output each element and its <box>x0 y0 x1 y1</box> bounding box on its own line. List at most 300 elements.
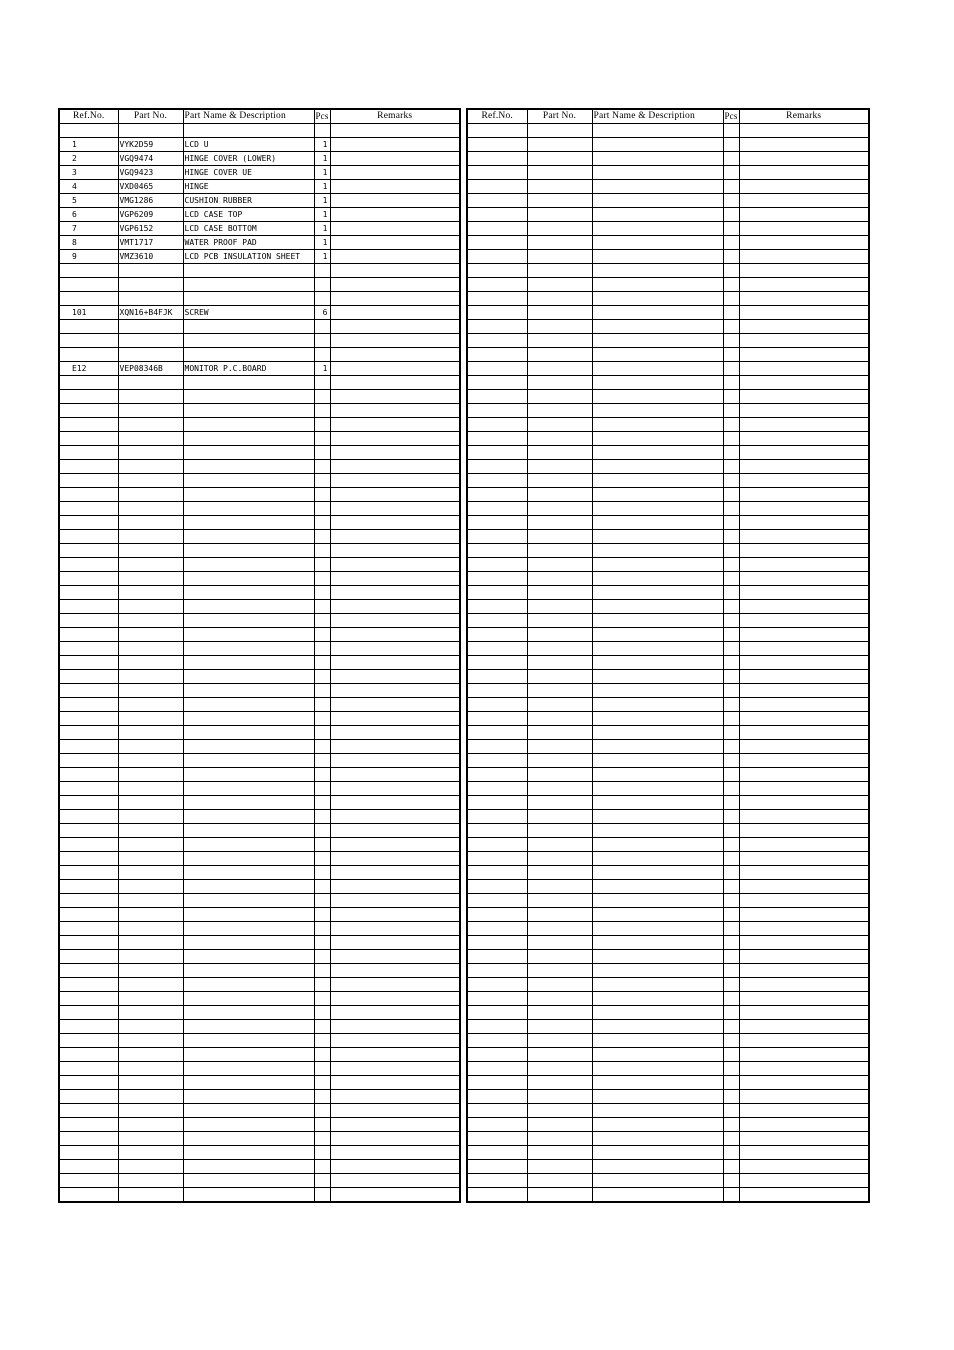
part-no-cell <box>118 516 183 530</box>
table-row <box>59 502 460 516</box>
part-no-cell <box>527 768 592 782</box>
part-no-cell <box>527 194 592 208</box>
part-no-cell <box>527 320 592 334</box>
remarks-cell <box>330 936 460 950</box>
ref-no-cell <box>467 796 527 810</box>
table-row <box>59 166 460 180</box>
ref-no-cell <box>467 586 527 600</box>
description-cell <box>592 768 723 782</box>
part-no-cell <box>118 782 183 796</box>
description-cell <box>183 404 314 418</box>
pcs-cell <box>723 866 739 880</box>
ref-no-cell <box>467 558 527 572</box>
part-no-cell <box>527 1146 592 1160</box>
description-cell <box>183 936 314 950</box>
part-no-cell <box>527 180 592 194</box>
table-row <box>59 236 460 250</box>
remarks-cell <box>739 404 869 418</box>
pcs-cell <box>314 908 330 922</box>
pcs-cell <box>723 138 739 152</box>
pcs-cell <box>314 684 330 698</box>
table-row <box>59 278 460 292</box>
pcs-cell <box>723 880 739 894</box>
remarks-cell <box>739 558 869 572</box>
part-no-cell <box>118 1090 183 1104</box>
ref-no-cell <box>59 908 118 922</box>
ref-no-cell <box>59 1062 118 1076</box>
description-cell <box>183 1048 314 1062</box>
table-row <box>467 432 869 446</box>
remarks-cell <box>330 264 460 278</box>
part-no-cell <box>118 460 183 474</box>
pcs-cell <box>723 894 739 908</box>
table-row <box>467 964 869 978</box>
pcs-cell <box>314 600 330 614</box>
pcs-cell <box>723 1076 739 1090</box>
ref-no-cell <box>59 712 118 726</box>
description-cell <box>592 964 723 978</box>
pcs-cell <box>723 1132 739 1146</box>
pcs-cell <box>723 614 739 628</box>
table-row <box>59 390 460 404</box>
table-row <box>59 1048 460 1062</box>
ref-no-cell <box>59 348 118 362</box>
table-row <box>59 726 460 740</box>
table-row <box>59 320 460 334</box>
remarks-cell <box>739 1174 869 1188</box>
pcs-cell <box>314 1020 330 1034</box>
description-cell <box>592 474 723 488</box>
table-row <box>59 1076 460 1090</box>
remarks-cell <box>739 992 869 1006</box>
pcs-cell <box>723 446 739 460</box>
ref-no-cell <box>59 320 118 334</box>
table-row <box>59 600 460 614</box>
pcs-cell <box>314 614 330 628</box>
ref-no-cell <box>59 866 118 880</box>
table-row <box>467 992 869 1006</box>
table-row <box>59 908 460 922</box>
pcs-cell <box>723 698 739 712</box>
remarks-cell <box>330 306 460 320</box>
pcs-cell <box>723 684 739 698</box>
ref-no-cell <box>59 586 118 600</box>
ref-no-cell <box>59 460 118 474</box>
ref-no-cell <box>467 460 527 474</box>
table-row <box>59 768 460 782</box>
part-no-cell <box>527 348 592 362</box>
ref-no-cell: 2 <box>59 152 118 166</box>
remarks-cell <box>330 1062 460 1076</box>
ref-no-cell <box>59 936 118 950</box>
remarks-cell <box>739 1048 869 1062</box>
description-cell <box>183 586 314 600</box>
description-cell <box>592 460 723 474</box>
table-row <box>59 222 460 236</box>
pcs-cell <box>723 642 739 656</box>
remarks-cell <box>330 1076 460 1090</box>
pcs-cell <box>314 460 330 474</box>
ref-no-cell <box>467 698 527 712</box>
ref-no-cell <box>59 698 118 712</box>
remarks-cell <box>739 236 869 250</box>
pcs-cell <box>723 992 739 1006</box>
pcs-cell <box>723 1062 739 1076</box>
part-no-cell <box>527 1020 592 1034</box>
pcs-cell <box>723 768 739 782</box>
pcs-cell <box>314 348 330 362</box>
description-cell: LCD CASE BOTTOM <box>183 222 314 236</box>
table-row <box>467 1062 869 1076</box>
remarks-cell <box>330 222 460 236</box>
description-cell <box>183 600 314 614</box>
table-row <box>467 572 869 586</box>
pcs-cell <box>314 264 330 278</box>
part-no-cell <box>527 334 592 348</box>
ref-no-cell <box>467 264 527 278</box>
remarks-cell <box>739 782 869 796</box>
part-no-cell <box>118 292 183 306</box>
table-row <box>467 418 869 432</box>
remarks-cell <box>330 1174 460 1188</box>
table-row <box>467 866 869 880</box>
part-no-cell: VEP08346B <box>118 362 183 376</box>
remarks-cell <box>330 922 460 936</box>
table-row <box>59 922 460 936</box>
pcs-cell <box>723 404 739 418</box>
description-cell <box>183 516 314 530</box>
remarks-cell <box>739 922 869 936</box>
remarks-cell <box>739 152 869 166</box>
part-no-cell: XQN16+B4FJK <box>118 306 183 320</box>
part-no-cell <box>118 488 183 502</box>
part-no-cell <box>527 1006 592 1020</box>
description-cell <box>183 1118 314 1132</box>
description-cell <box>183 908 314 922</box>
table-row <box>59 194 460 208</box>
table-row <box>59 1062 460 1076</box>
pcs-cell <box>314 1062 330 1076</box>
description-cell <box>183 278 314 292</box>
part-no-cell <box>118 1020 183 1034</box>
part-no-cell <box>527 1118 592 1132</box>
description-cell <box>592 600 723 614</box>
ref-no-cell <box>59 124 118 138</box>
remarks-cell <box>739 376 869 390</box>
table-row <box>59 432 460 446</box>
pcs-cell: 1 <box>314 138 330 152</box>
table-row <box>467 950 869 964</box>
part-no-cell <box>527 544 592 558</box>
ref-no-cell <box>59 432 118 446</box>
description-cell <box>183 824 314 838</box>
pcs-cell <box>314 852 330 866</box>
pcs-cell <box>314 278 330 292</box>
remarks-cell <box>330 852 460 866</box>
pcs-cell <box>723 1020 739 1034</box>
remarks-cell <box>739 530 869 544</box>
part-no-cell <box>527 964 592 978</box>
description-cell <box>592 404 723 418</box>
description-cell <box>183 768 314 782</box>
table-row <box>467 404 869 418</box>
ref-no-cell <box>59 740 118 754</box>
description-cell <box>592 446 723 460</box>
ref-no-cell <box>59 978 118 992</box>
ref-no-cell: 1 <box>59 138 118 152</box>
table-row <box>467 586 869 600</box>
description-cell <box>592 656 723 670</box>
description-cell <box>592 152 723 166</box>
part-no-cell <box>527 488 592 502</box>
ref-no-cell <box>467 138 527 152</box>
remarks-cell <box>330 880 460 894</box>
pcs-cell: 1 <box>314 236 330 250</box>
table-row <box>467 208 869 222</box>
part-no-cell <box>118 124 183 138</box>
description-cell <box>592 544 723 558</box>
pcs-cell <box>723 306 739 320</box>
remarks-cell <box>330 236 460 250</box>
ref-no-cell <box>467 180 527 194</box>
pcs-cell <box>314 1174 330 1188</box>
description-cell <box>183 432 314 446</box>
table-row <box>59 964 460 978</box>
pcs-cell <box>723 292 739 306</box>
part-no-cell <box>527 474 592 488</box>
ref-no-cell <box>467 348 527 362</box>
remarks-cell <box>739 516 869 530</box>
description-cell <box>592 306 723 320</box>
remarks-cell <box>739 950 869 964</box>
description-cell <box>592 838 723 852</box>
table-row <box>467 348 869 362</box>
description-cell <box>183 1132 314 1146</box>
pcs-cell <box>314 320 330 334</box>
remarks-cell <box>330 726 460 740</box>
description-cell <box>183 572 314 586</box>
description-cell <box>592 908 723 922</box>
pcs-cell <box>314 880 330 894</box>
part-no-cell <box>118 1104 183 1118</box>
description-cell <box>592 250 723 264</box>
table-row <box>59 362 460 376</box>
pcs-cell <box>314 558 330 572</box>
pcs-cell <box>314 936 330 950</box>
table-row <box>59 978 460 992</box>
part-no-cell <box>118 950 183 964</box>
part-no-cell <box>527 362 592 376</box>
remarks-cell <box>330 418 460 432</box>
remarks-cell <box>330 1188 460 1203</box>
table-row <box>467 894 869 908</box>
part-no-cell <box>118 348 183 362</box>
table-row <box>59 656 460 670</box>
remarks-cell <box>330 838 460 852</box>
remarks-cell <box>739 936 869 950</box>
remarks-cell <box>739 600 869 614</box>
remarks-cell <box>330 768 460 782</box>
ref-no-cell <box>59 628 118 642</box>
table-row <box>467 670 869 684</box>
ref-no-cell <box>467 1174 527 1188</box>
table-row <box>467 740 869 754</box>
description-cell <box>183 670 314 684</box>
remarks-cell <box>330 320 460 334</box>
part-no-cell <box>118 572 183 586</box>
ref-no-cell <box>59 1118 118 1132</box>
part-no-cell <box>118 600 183 614</box>
part-no-cell <box>118 866 183 880</box>
remarks-cell <box>739 614 869 628</box>
description-cell <box>592 628 723 642</box>
description-cell <box>592 488 723 502</box>
remarks-cell <box>330 894 460 908</box>
part-no-cell <box>118 1118 183 1132</box>
pcs-cell <box>723 978 739 992</box>
part-no-cell <box>527 124 592 138</box>
pcs-cell <box>723 180 739 194</box>
description-cell: HINGE COVER (LOWER) <box>183 152 314 166</box>
pcs-cell <box>314 1146 330 1160</box>
remarks-cell <box>739 684 869 698</box>
pcs-cell <box>314 894 330 908</box>
part-no-cell <box>118 558 183 572</box>
ref-no-cell <box>467 390 527 404</box>
pcs-cell <box>314 474 330 488</box>
remarks-cell <box>739 502 869 516</box>
ref-no-cell: 3 <box>59 166 118 180</box>
remarks-cell <box>330 250 460 264</box>
description-cell <box>183 642 314 656</box>
ref-no-cell <box>59 964 118 978</box>
table-row <box>59 880 460 894</box>
table-row <box>467 698 869 712</box>
table-row <box>59 180 460 194</box>
description-cell <box>592 684 723 698</box>
part-no-cell <box>527 824 592 838</box>
ref-no-cell <box>467 334 527 348</box>
pcs-cell <box>314 698 330 712</box>
ref-no-cell <box>59 1020 118 1034</box>
ref-no-cell <box>59 1006 118 1020</box>
remarks-cell <box>739 726 869 740</box>
table-row <box>467 236 869 250</box>
part-no-cell <box>527 712 592 726</box>
description-cell <box>592 950 723 964</box>
part-no-cell <box>527 796 592 810</box>
description-cell <box>592 124 723 138</box>
description-cell <box>183 796 314 810</box>
table-row <box>467 306 869 320</box>
remarks-cell <box>739 348 869 362</box>
description-cell <box>183 880 314 894</box>
ref-no-cell <box>59 684 118 698</box>
ref-no-cell <box>59 376 118 390</box>
ref-no-cell <box>467 166 527 180</box>
description-cell <box>592 936 723 950</box>
pcs-cell <box>314 1132 330 1146</box>
pcs-cell: 1 <box>314 250 330 264</box>
remarks-cell <box>330 670 460 684</box>
table-row <box>467 558 869 572</box>
pcs-cell <box>723 936 739 950</box>
remarks-cell <box>330 712 460 726</box>
table-row <box>467 768 869 782</box>
ref-no-cell <box>59 880 118 894</box>
pcs-cell <box>723 152 739 166</box>
description-cell <box>592 1160 723 1174</box>
part-no-cell <box>118 474 183 488</box>
ref-no-cell <box>59 264 118 278</box>
part-no-cell <box>118 880 183 894</box>
remarks-cell <box>330 404 460 418</box>
part-no-cell <box>118 418 183 432</box>
table-row <box>59 376 460 390</box>
header-part-no: Part No. <box>118 109 183 124</box>
part-no-cell <box>118 1160 183 1174</box>
table-row <box>59 1118 460 1132</box>
part-no-cell <box>118 530 183 544</box>
header-description: Part Name & Description <box>183 109 314 124</box>
pcs-cell <box>723 334 739 348</box>
part-no-cell <box>118 796 183 810</box>
ref-no-cell <box>467 656 527 670</box>
ref-no-cell <box>59 670 118 684</box>
remarks-cell <box>739 418 869 432</box>
table-row <box>467 642 869 656</box>
description-cell <box>592 978 723 992</box>
remarks-cell <box>739 334 869 348</box>
description-cell <box>592 1034 723 1048</box>
description-cell <box>592 1020 723 1034</box>
ref-no-cell <box>59 810 118 824</box>
part-no-cell: VGP6152 <box>118 222 183 236</box>
remarks-cell <box>739 852 869 866</box>
ref-no-cell: E12 <box>59 362 118 376</box>
pcs-cell <box>723 460 739 474</box>
description-cell <box>183 558 314 572</box>
part-no-cell <box>527 166 592 180</box>
table-row <box>59 544 460 558</box>
pcs-cell <box>314 292 330 306</box>
remarks-cell <box>330 1146 460 1160</box>
remarks-cell <box>739 1020 869 1034</box>
description-cell <box>183 1020 314 1034</box>
part-no-cell <box>527 1076 592 1090</box>
table-row <box>59 670 460 684</box>
header-remarks: Remarks <box>330 109 460 124</box>
pcs-cell <box>723 194 739 208</box>
ref-no-cell: 9 <box>59 250 118 264</box>
ref-no-cell <box>467 1076 527 1090</box>
table-row <box>59 572 460 586</box>
description-cell <box>592 572 723 586</box>
pcs-cell <box>723 1034 739 1048</box>
description-cell <box>592 810 723 824</box>
part-no-cell <box>118 992 183 1006</box>
description-cell <box>592 502 723 516</box>
description-cell <box>183 656 314 670</box>
ref-no-cell <box>467 894 527 908</box>
ref-no-cell <box>467 292 527 306</box>
remarks-cell <box>739 306 869 320</box>
part-no-cell <box>527 936 592 950</box>
ref-no-cell <box>467 1090 527 1104</box>
description-cell <box>592 894 723 908</box>
description-cell <box>183 320 314 334</box>
table-row <box>59 1006 460 1020</box>
